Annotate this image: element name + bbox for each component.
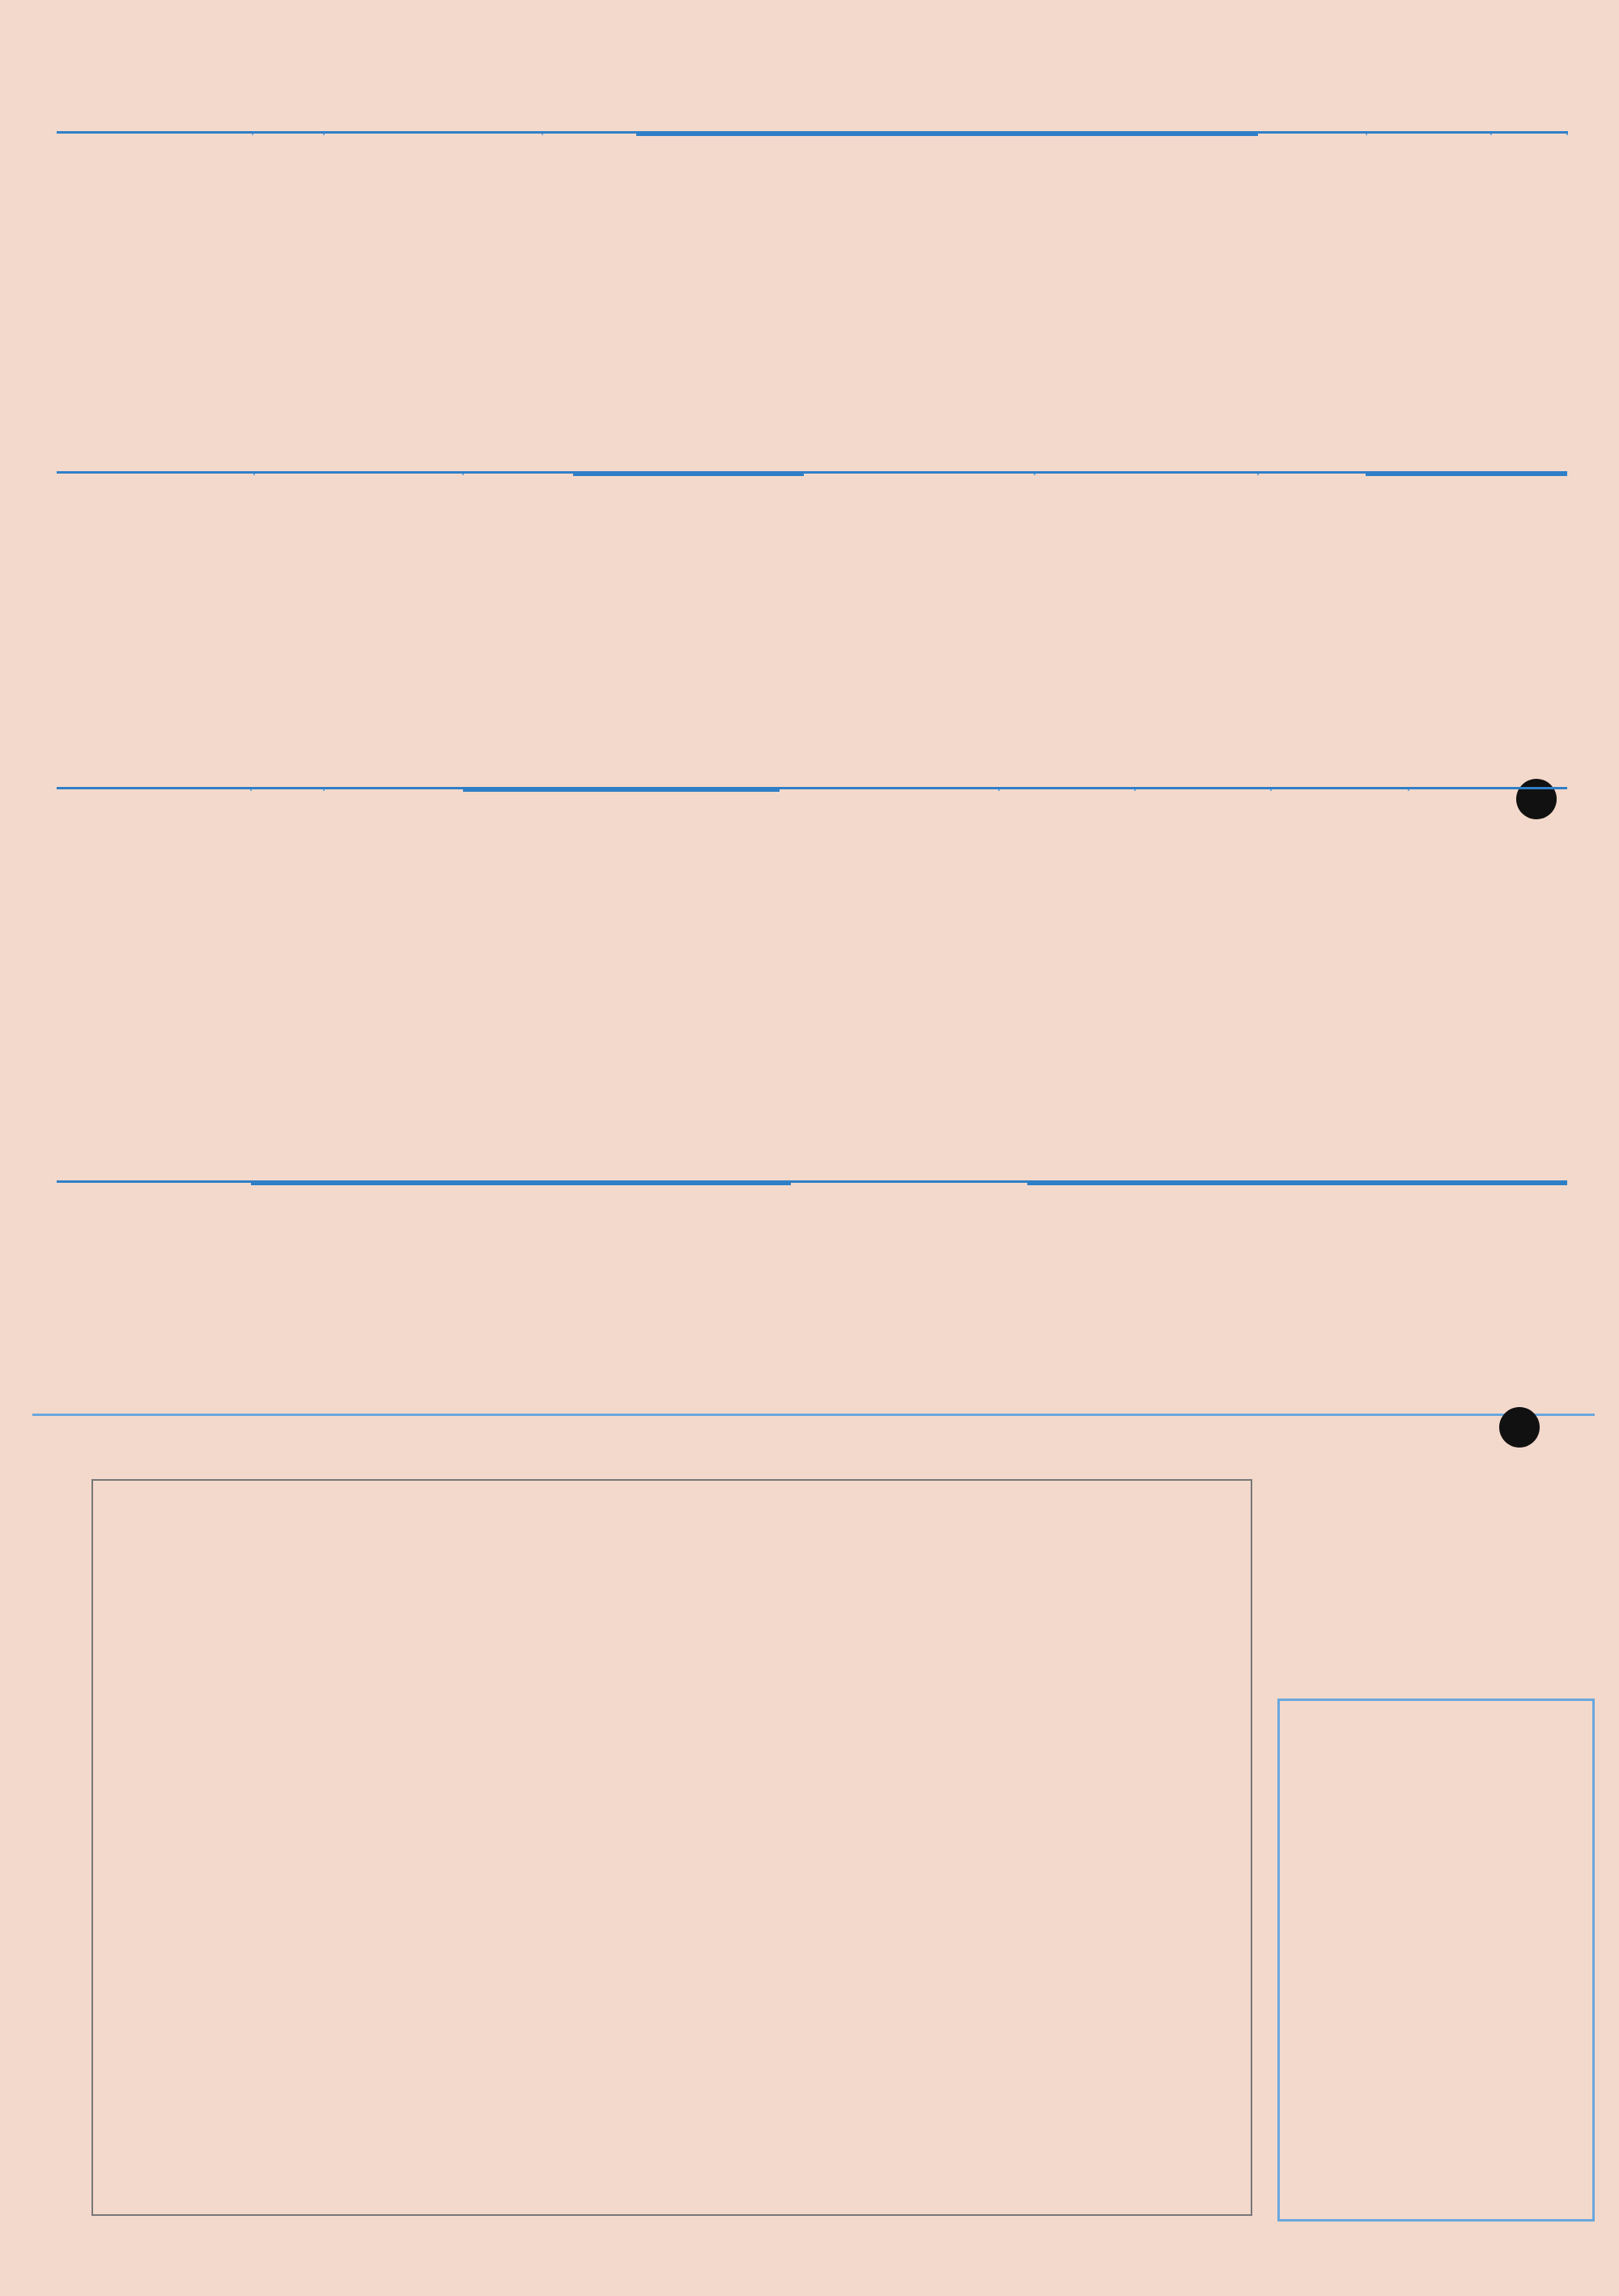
eb-col-t10 [999, 789, 1135, 791]
ld-col-station [57, 789, 251, 791]
col-hoechste [835, 134, 939, 135]
druck-erdboden-table [57, 787, 1567, 792]
aus-col-t7 [573, 474, 680, 475]
punch-hole-bottom [1499, 1407, 1540, 1448]
ld-col-barom [251, 789, 324, 791]
as-col-s-unt [380, 1183, 518, 1184]
eb-col-t20 [1135, 789, 1271, 791]
as-col-station [57, 1182, 251, 1184]
col-hoehe [253, 133, 324, 135]
aus-col-wetter [254, 473, 463, 475]
col-wind [542, 133, 636, 135]
col-tiefst [1036, 134, 1258, 135]
col-t2m [636, 134, 742, 135]
as-col-m-auf [518, 1183, 648, 1184]
punch-hole-top [1516, 779, 1557, 819]
col-station [57, 133, 253, 135]
eb-col-t50 [1271, 789, 1409, 791]
astro-table [57, 1180, 1567, 1185]
section-divider [32, 1414, 1595, 1416]
ld-col-meer-mb [622, 789, 779, 791]
col-taupunkt [742, 134, 835, 135]
as-col-m-unt [648, 1183, 790, 1184]
eb-col-station [779, 789, 999, 791]
col-wetter [324, 133, 542, 135]
as-col-s-auf-r [1028, 1183, 1153, 1184]
as-col-m-unt-r [1418, 1183, 1567, 1184]
aus-col-wind-r [1258, 473, 1366, 475]
aus-col-t7-r [1366, 474, 1467, 475]
inland-table [57, 131, 1567, 136]
aus-col-max [680, 474, 803, 475]
aus-col-wind [463, 473, 573, 475]
ld-col-mm [324, 789, 463, 791]
as-col-s-unt-r [1153, 1183, 1285, 1184]
remarks-box [1277, 1699, 1595, 2222]
eb-col-t100 [1409, 789, 1567, 791]
as-col-s-auf [251, 1183, 380, 1184]
as-col-station-r [790, 1182, 1028, 1184]
aus-col-station [57, 473, 254, 475]
sounding-chart [32, 1465, 1263, 2234]
ausland-table [57, 471, 1567, 476]
aus-col-wetter-r [1035, 473, 1258, 475]
col-sonne [1366, 133, 1491, 135]
aus-col-max-r [1467, 474, 1567, 475]
col-mittel [939, 134, 1036, 135]
ld-col-meer-mm [463, 789, 622, 791]
aus-col-station-r [803, 473, 1035, 475]
as-col-m-auf-r [1285, 1183, 1418, 1184]
col-nieder [1491, 133, 1567, 135]
